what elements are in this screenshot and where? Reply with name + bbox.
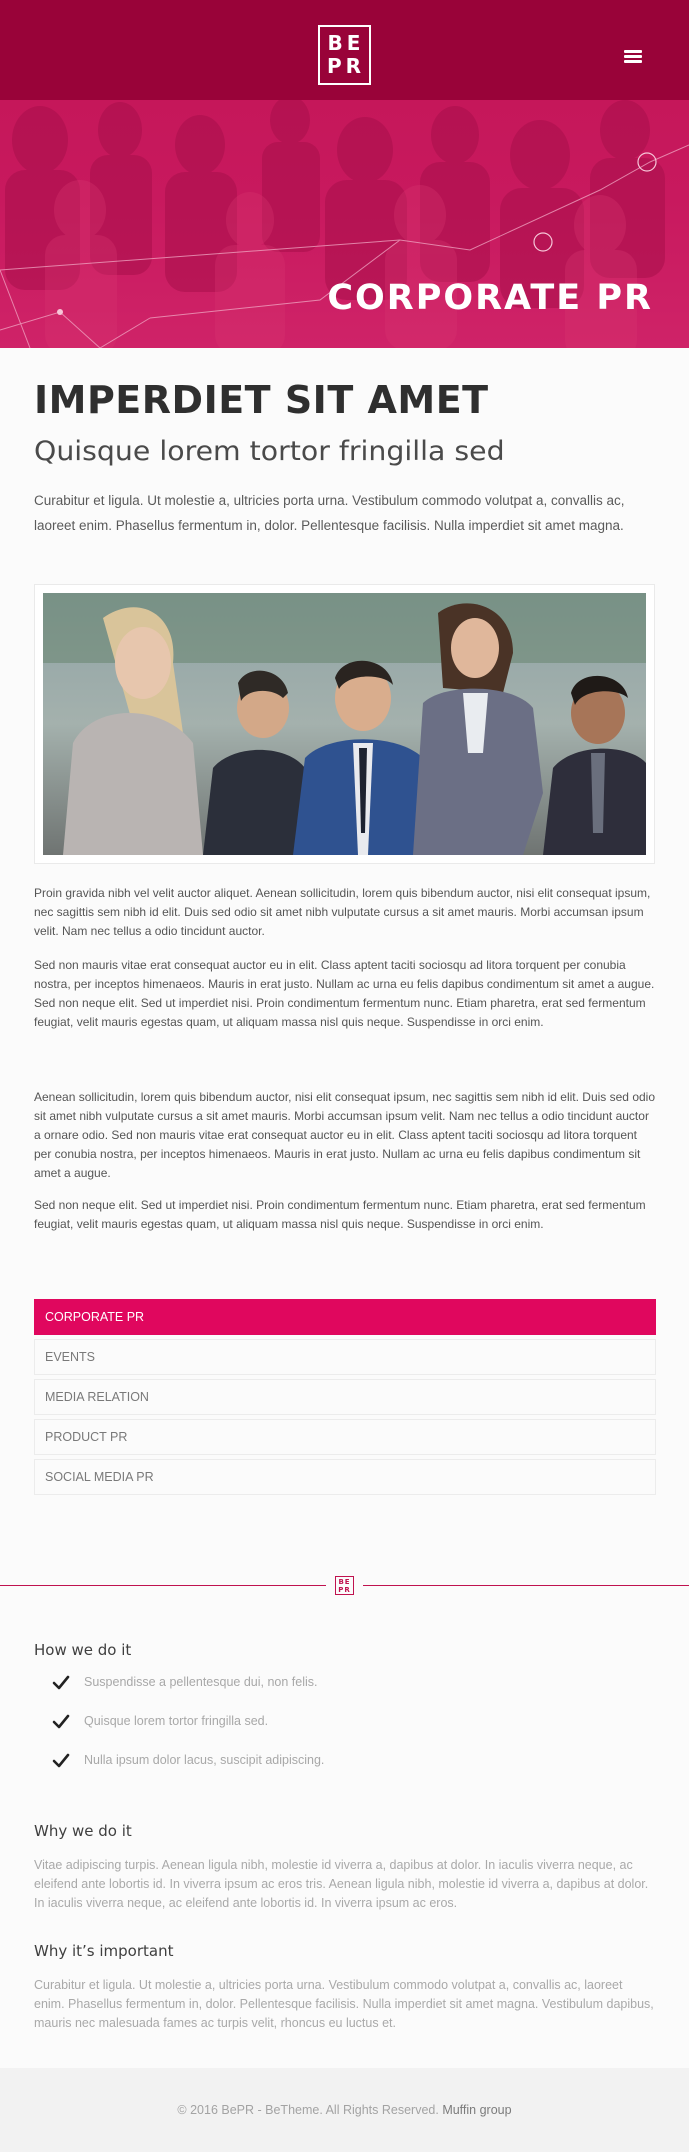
checkmark-icon	[52, 1752, 70, 1770]
body-paragraph: Sed non mauris vitae erat consequat auctor eu in elit. Class aptent taciti sociosqu ad litora torquent per conubia nostra, per inceptos himenaeos. Mauris in erat justo. Nullam ac urna eu felis dapibus condimentum sit amet a augue. Sed non neque elit. Sed ut imperdiet nisi. Proin condimentum fermentum nunc. Etiam pharetra, erat sed fermentum feugiat, velit mauris egestas quam, ut aliquam massa nisl quis neque. Suspendisse in orci enim.	[34, 958, 655, 1029]
services-menu-item-media-relation[interactable]: MEDIA RELATION	[34, 1379, 656, 1415]
footer-link-muffin-group[interactable]: Muffin group	[442, 2103, 512, 2117]
list-item-text: Nulla ipsum dolor lacus, suscipit adipiscing.	[84, 1753, 325, 1767]
lead-paragraph: Curabitur et ligula. Ut molestie a, ultricies porta urna. Vestibulum commodo volutpat a, convallis ac, laoreet enim. Phasellus fermentum in, dolor. Pellentesque facilisis. Nulla imperdiet sit amet magna.	[34, 493, 625, 533]
footer-copyright: © 2016 BePR - BeTheme. All Rights Reserved.	[177, 2103, 443, 2117]
services-menu-item-product-pr[interactable]: PRODUCT PR	[34, 1419, 656, 1455]
why-title: Why we do it	[34, 1822, 132, 1840]
services-menu	[34, 1299, 656, 1499]
divider-logo-line-2: PR	[338, 1586, 351, 1594]
important-text: Curabitur et ligula. Ut molestie a, ultricies porta urna. Vestibulum commodo volutpat a, convallis ac, laoreet enim. Phasellus fermentum in, dolor. Pellentesque facilisis. Nulla imperdiet sit amet magna. Vestibulum dapibus, mauris nec malesuada fames ac turpis velit, rhoncus eu luctus et.	[34, 1978, 654, 2030]
footer	[0, 2068, 689, 2152]
top-bar	[0, 0, 689, 100]
checkmark-icon	[52, 1713, 70, 1731]
body-paragraph: Proin gravida nibh vel velit auctor aliquet. Aenean sollicitudin, lorem quis bibendum auctor, nisi elit consequat ipsum, nec sagittis sem nibh id elit. Duis sed odio sit amet nibh vulputate cursus a sit amet mauris. Morbi accumsan ipsum velit. Nam nec tellus a odio tincidunt auctor.	[34, 886, 651, 938]
important-title: Why it’s important	[34, 1942, 174, 1960]
how-title: How we do it	[34, 1641, 132, 1659]
body-paragraph: Aenean sollicitudin, lorem quis bibendum auctor, nisi elit consequat ipsum, nec sagittis sem nibh id elit. Duis sed odio sit amet nibh vulputate cursus a sit amet mauris. Morbi accumsan ipsum velit. Nam nec tellus a odio tincidunt auctor a ornare odio. Sed non mauris vitae erat consequat auctor eu in elit. Class aptent taciti sociosqu ad litora torquent per conubia nostra, per inceptos himenaeos. Mauris in erat justo. Nullam ac urna eu felis dapibus condimentum sit amet a augue.	[34, 1090, 655, 1180]
why-text: Vitae adipiscing turpis. Aenean ligula nibh, molestie id viverra a, dapibus at dolor. In iaculis viverra neque, ac eleifend ante lobortis id. In viverra ipsum ac eros tris. Aenean ligula nibh, molestie id viverra a, dapibus at dolor. In iaculis viverra neque, ac eleifend ante lobortis id. In viverra ipsum ac eros.	[34, 1858, 649, 1910]
divider-line-left	[0, 1585, 326, 1586]
list-item	[52, 1750, 652, 1789]
list-item-text: Suspendisse a pellentesque dui, non felis.	[84, 1675, 318, 1689]
team-photo-frame	[34, 584, 655, 864]
services-menu-item-corporate-pr[interactable]: CORPORATE PR	[34, 1299, 656, 1335]
team-meeting-photo	[43, 593, 646, 855]
page-heading: IMPERDIET SIT AMET	[34, 378, 489, 422]
hero-title: CORPORATE PR	[327, 278, 653, 318]
logo-line-2: PR	[326, 54, 366, 78]
list-item-text: Quisque lorem tortor fringilla sed.	[84, 1714, 269, 1728]
page-subheading: Quisque lorem tortor fringilla sed	[34, 436, 505, 467]
hero-banner	[0, 100, 689, 348]
how-list	[52, 1672, 652, 1789]
body-paragraph: Sed non neque elit. Sed ut imperdiet nisi. Proin condimentum fermentum nunc. Etiam pharetra, erat sed fermentum feugiat, velit mauris egestas quam, ut aliquam massa nisl quis neque. Suspendisse in orci enim.	[34, 1198, 646, 1231]
logo-line-1: BE	[327, 31, 365, 55]
list-item	[52, 1672, 652, 1711]
hamburger-menu-icon[interactable]	[624, 50, 644, 64]
divider-logo	[335, 1576, 354, 1595]
site-logo[interactable]	[318, 25, 371, 85]
divider-logo-line-1: BE	[338, 1578, 351, 1586]
services-menu-item-events[interactable]: EVENTS	[34, 1339, 656, 1375]
divider-line-right	[363, 1585, 689, 1586]
list-item	[52, 1711, 652, 1750]
services-menu-item-social-media-pr[interactable]: SOCIAL MEDIA PR	[34, 1459, 656, 1495]
checkmark-icon	[52, 1674, 70, 1692]
